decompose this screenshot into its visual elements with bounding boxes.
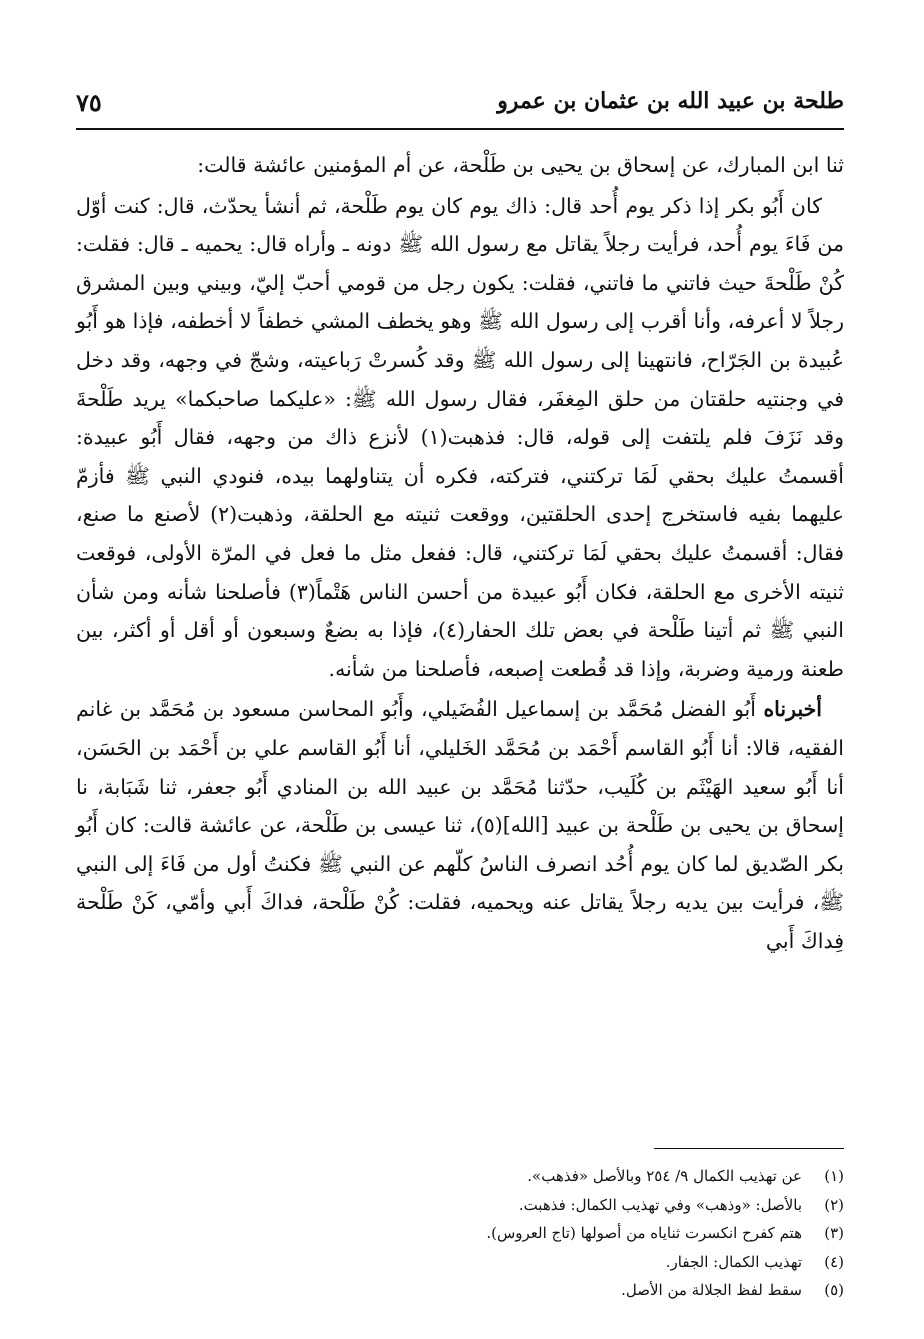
footnote-text: هتم كفرح انكسرت ثناياه من أصولها (تاج العروس). <box>486 1224 802 1242</box>
footnote-number: (١) <box>824 1167 844 1185</box>
footnote-4 <box>76 1248 844 1277</box>
book-page <box>76 0 844 1339</box>
footnote-number: (٢) <box>824 1195 844 1214</box>
paragraph-1: ثنا ابن المبارك، عن إسحاق بن يحيى بن طَلْحة، عن أم المؤمنين عائشة قالت: <box>197 153 844 177</box>
footnote-2 <box>76 1191 844 1220</box>
footnote-text: تهذيب الكمال: الجفار. <box>665 1252 802 1271</box>
page-number: ٧٥ <box>76 88 102 117</box>
footnote-number: (٤) <box>824 1252 844 1271</box>
paragraph-2: كان أَبُو بكر إذا ذكر يوم أُحد قال: ذاك يوم كان يوم طَلْحة، ثم أنشأ يحدّث، قال: كنت أوّل من فَاءَ يوم أُحد، فرأيت رجلاً يقاتل مع رسول الله ﷺ دونه ـ وأراه قال: يحميه ـ قال: فقلت: كُنْ طَلْحةَ حيث فاتني ما فاتني، فقلت: يكون رجل من قومي أحبّ إليّ، وبيني وبين المشرق رجلاً لا أعرفه، وأنا أقرب إلى رسول الله ﷺ وهو يخطف المشي خطفاً لا أخطفه، فإذا هو أَبُو عُبيدة بن الجَرّاح، فانتهينا إلى رسول الله ﷺ وقد كُسرتْ رَباعيته، وشجّ في وجهه، وقد دخل في وجنتيه حلقتان من حلق المِغفَر، فقال رسول الله ﷺ: «عليكما صاحبكما» يريد طَلْحةَ وقد نَزَفَ فلم يلتفت إلى قوله، قال: فذهبت(١) لأنزع ذاك من وجهه، فقال أَبُو عبيدة: أقسمتُ عليك بحقي لَمَا تركتني، فتركته، فكره أن يتناولهما بيده، فنودي النبي ﷺ فأزمّ عليهما بفيه فاستخرج إحدى الحلقتين، ووقعت ثنيته مع الحلقة، وذهبت(٢) لأصنع ما صنع، فقال: أقسمتُ عليك بحقي لَمَا تركتني، قال: ففعل مثل ما فعل في المرّة الأولى، فوقعت ثنيته الأخرى مع الحلقة، فكان أَبُو عبيدة من أحسن الناس هَتْماً(٣) فأصلحنا شأنه ومن شأن النبي ﷺ ثم أتينا طَلْحة في بعض تلك الحفار(٤)، فإذا به بضعٌ وسبعون أو أقل أو أكثر، بين طعنة ورمية وضربة، وإذا قد قُطعت إصبعه، فأصلحنا من شأنه. <box>76 193 845 681</box>
footnote-number: (٥) <box>824 1281 844 1299</box>
paragraph-3 <box>76 690 844 960</box>
body-text <box>76 146 844 960</box>
page-header <box>76 88 844 124</box>
header-rule <box>76 128 844 130</box>
footnote-rule <box>654 1148 844 1149</box>
footnotes <box>76 1162 844 1305</box>
footnote-number: (٣) <box>824 1224 844 1242</box>
footnote-text: عن تهذيب الكمال ٩/ ٢٥٤ وبالأصل «فذهب». <box>527 1167 802 1185</box>
footnote-text: بالأصل: «وذهب» وفي تهذيب الكمال: فذهبت. <box>518 1195 802 1214</box>
footnote-5 <box>76 1276 844 1305</box>
running-title: طلحة بن عبيد الله بن عثمان بن عمرو <box>497 88 844 114</box>
paragraph-3-lead: أخبرناه <box>763 697 822 722</box>
footnote-1 <box>76 1162 844 1191</box>
footnote-3 <box>76 1219 844 1248</box>
paragraph-3-text: أَبُو الفضل مُحَمَّد بن إسماعيل الفُضَيلي، وأَبُو المحاسن مسعود بن مُحَمَّد بن غانم الفقيه، قالا: أنا أَبُو القاسم أَحْمَد بن مُحَمَّد الخَليلي، أنا أَبُو القاسم علي بن أَحْمَد بن الحَسَن، أنا أَبُو سعيد الهَيْثَم بن كُلَيب، حدّثنا مُحَمَّد بن عبيد الله بن المنادي أَبُو جعفر، ثنا شَبَابة، نا إسحاق بن يحيى بن طَلْحة بن عبيد [الله](٥)، ثنا عيسى بن طَلْحة، عن عائشة قالت: كان أَبُو بكر الصّديق لما كان يوم أُحُد انصرف الناسُ كلّهم عن النبي ﷺ فكنتُ أول من فَاءَ إلى النبي ﷺ، فرأيت بين يديه رجلاً يقاتل عنه ويحميه، فقلت: كُنْ طَلْحة، فداكَ أَبي وأمّي، كَنْ طَلْحة فِداكَ أَبي <box>76 697 844 953</box>
footnote-text: سقط لفظ الجلالة من الأصل. <box>621 1281 802 1299</box>
